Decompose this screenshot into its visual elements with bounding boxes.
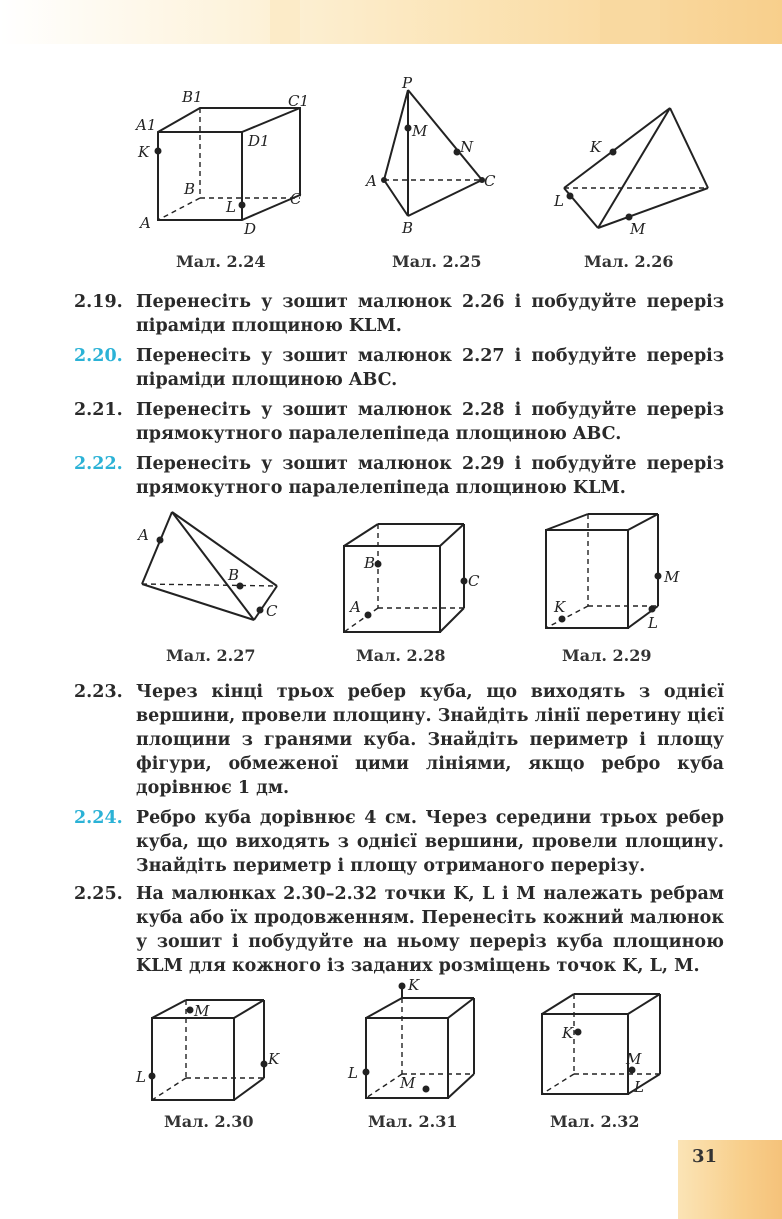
task-2-21 (74, 398, 724, 446)
caption-2-24: Мал. 2.24 (176, 252, 266, 271)
label-B1: B1 (182, 88, 203, 106)
task-2-25 (74, 882, 724, 978)
label-N: N (460, 138, 474, 156)
cube-diagram (532, 984, 692, 1099)
label-M: M (412, 122, 428, 140)
task-text: Ребро куба дорівнює 4 см. Через середини трьох ребер куба, що виходять з однієї вершини, провели площину. Знайдіть периметр і площу отриманого перерізу. (136, 808, 724, 876)
task-2-23 (74, 680, 724, 800)
caption-2-32: Мал. 2.32 (550, 1112, 640, 1131)
label-L: L (226, 198, 236, 216)
label-B: B (402, 219, 414, 237)
caption-2-31: Мал. 2.31 (368, 1112, 458, 1131)
label-A: A (350, 598, 361, 616)
label-A: A (140, 214, 151, 232)
label-K: K (590, 138, 602, 156)
cube-diagram (344, 974, 504, 1104)
task-number: 2.25. (74, 884, 123, 904)
label-M: M (194, 1002, 210, 1020)
caption-2-27: Мал. 2.27 (166, 646, 256, 665)
task-text: Перенесіть у зошит малюнок 2.26 і побудуйте переріз піраміди площиною KLM. (136, 292, 724, 336)
label-B: B (228, 566, 240, 584)
label-D: D (244, 220, 257, 238)
label-M: M (630, 220, 646, 238)
label-C: C (468, 572, 480, 590)
label-L: L (136, 1068, 146, 1086)
figure-2-26 (550, 96, 725, 241)
figure-2-24 (130, 80, 320, 240)
label-L: L (648, 614, 658, 632)
task-text: Перенесіть у зошит малюнок 2.27 і побудуйте переріз піраміди площиною ABC. (136, 346, 724, 390)
task-text: На малюнках 2.30–2.32 точки K, L і M належать ребрам куба або їх продовженням. Перенесіть кожний малюнок у зошит і побудуйте на ньому переріз куба площиною KLM для кожного із заданих розміщень точок K, L, M. (136, 884, 724, 976)
label-L: L (348, 1064, 358, 1082)
label-L: L (634, 1078, 644, 1096)
caption-2-29: Мал. 2.29 (562, 646, 652, 665)
task-2-22 (74, 452, 724, 500)
task-text: Перенесіть у зошит малюнок 2.29 і побудуйте переріз прямокутного паралелепіпеда площиною KLM. (136, 454, 724, 498)
figure-2-27 (132, 504, 292, 634)
task-2-24 (74, 806, 724, 878)
figure-2-32 (532, 984, 692, 1099)
page-number: 31 (692, 1146, 718, 1167)
label-K: K (408, 976, 420, 994)
figure-2-30 (132, 992, 292, 1107)
cube-diagram (132, 992, 292, 1107)
task-number: 2.19. (74, 292, 123, 312)
caption-2-25: Мал. 2.25 (392, 252, 482, 271)
label-A: A (138, 526, 149, 544)
label-C: C (266, 602, 278, 620)
label-K: K (268, 1050, 280, 1068)
figure-2-28 (334, 514, 494, 639)
label-K: K (562, 1024, 574, 1042)
label-B: B (364, 554, 376, 572)
box-diagram (536, 506, 696, 636)
pyramid-diagram (132, 504, 292, 634)
label-P: P (402, 76, 413, 92)
label-C: C (290, 190, 302, 208)
task-number: 2.21. (74, 400, 123, 420)
task-number: 2.22. (74, 454, 123, 474)
header-band (0, 0, 782, 44)
caption-2-28: Мал. 2.28 (356, 646, 446, 665)
label-M: M (400, 1074, 416, 1092)
label-C1: C1 (288, 92, 310, 110)
task-2-19 (74, 290, 724, 338)
task-2-20 (74, 344, 724, 392)
task-number: 2.23. (74, 682, 123, 702)
label-A: A (366, 172, 377, 190)
task-number: 2.20. (74, 346, 123, 366)
figure-2-29 (536, 506, 696, 636)
task-text: Через кінці трьох ребер куба, що виходять з однієї вершини, провели площину. Знайдіть лінії перетину цієї площини з гранями куба. Знайдіть периметр і площу фігури, обмеженої цими лініями, якщо ребро куба дорівнює 1 дм. (136, 682, 724, 798)
page-number-tab (678, 1140, 782, 1219)
task-text: Перенесіть у зошит малюнок 2.28 і побудуйте переріз прямокутного паралелепіпеда площиною ABC. (136, 400, 724, 444)
label-B: B (184, 180, 196, 198)
label-C: C (484, 172, 496, 190)
pyramid-diagram (360, 76, 510, 241)
label-K: K (554, 598, 566, 616)
label-M: M (664, 568, 680, 586)
cube-diagram (334, 514, 494, 639)
cube-diagram (130, 80, 320, 240)
pyramid-diagram (550, 96, 725, 241)
label-A1: A1 (136, 116, 157, 134)
figure-2-25 (360, 76, 510, 241)
caption-2-26: Мал. 2.26 (584, 252, 674, 271)
label-M: M (626, 1050, 642, 1068)
task-number: 2.24. (74, 808, 123, 828)
figure-2-31 (344, 974, 504, 1104)
label-K: K (138, 143, 150, 161)
caption-2-30: Мал. 2.30 (164, 1112, 254, 1131)
label-L: L (554, 192, 564, 210)
label-D1: D1 (248, 132, 270, 150)
